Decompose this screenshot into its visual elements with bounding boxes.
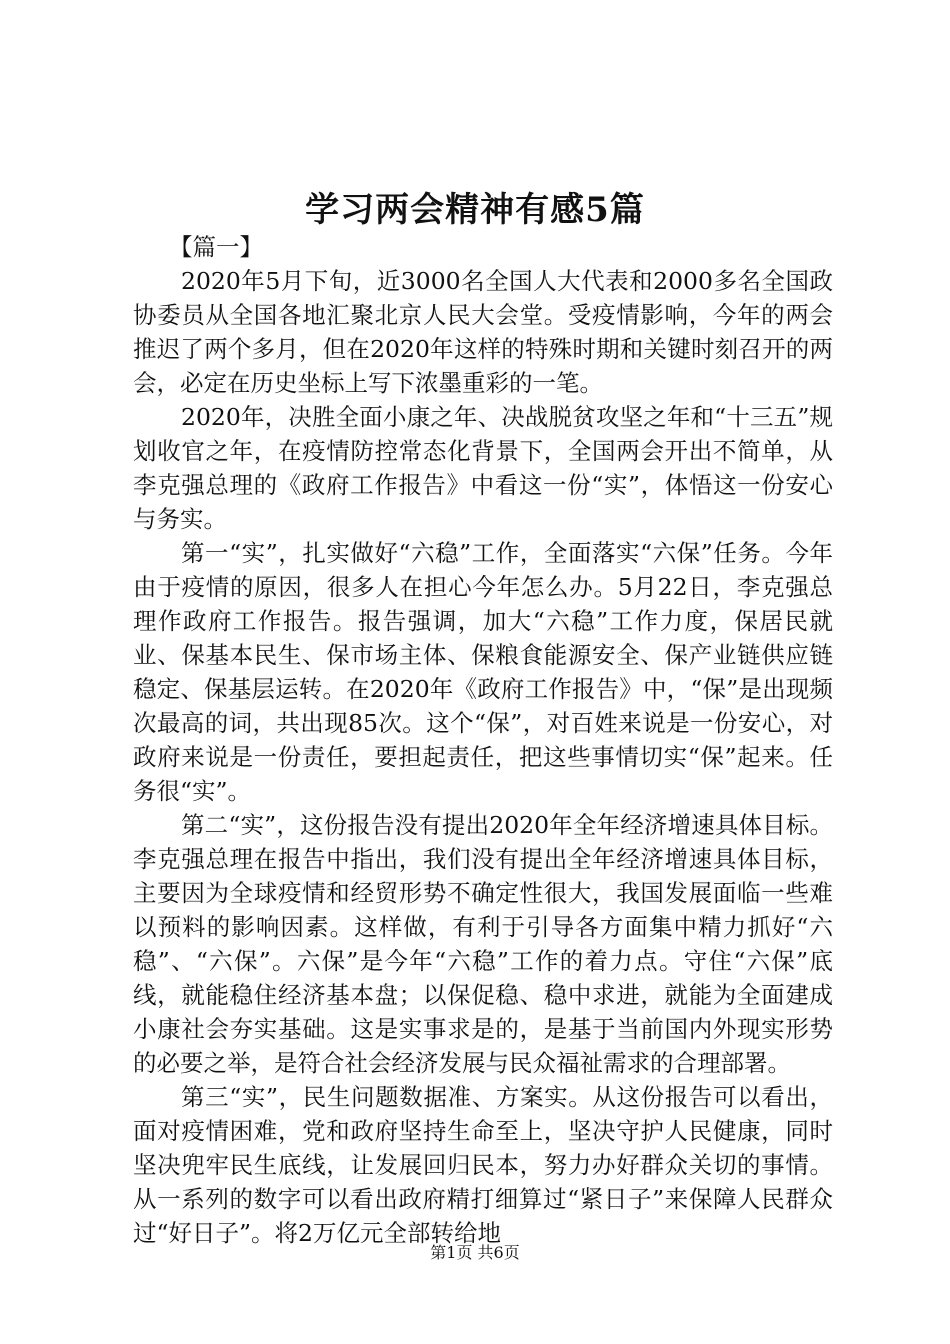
paragraph: 第二“实”，这份报告没有提出2020年全年经济增速具体目标。李克强总理在报告中指出，我们没有提出全年经济增速具体目标，主要因为全球疫情和经贸形势不确定性很大，我国发展面临一些难以预料的影响因素。这样做，有利于引导各方面集中精力抓好“六稳”、“六保”。六保”是今年“六稳”工作的着力点。守住“六保”底线，就能稳住经济基本盘；以保促稳、稳中求进，就能为全面建成小康社会夯实基础。这是实事求是的，是基于当前国内外现实形势的必要之举，是符合社会经济发展与民众福祉需求的合理部署。 <box>133 811 833 1077</box>
paragraph: 2020年，决胜全面小康之年、决战脱贫攻坚之年和“十三五”规划收官之年，在疫情防控常态化背景下，全国两会开出不简单，从李克强总理的《政府工作报告》中看这一份“实”，体悟这一份安心与务实。 <box>133 403 833 533</box>
section-label: 【篇一】 <box>169 233 263 261</box>
document-title: 学习两会精神有感5篇 <box>305 190 645 230</box>
document-body <box>133 230 833 1250</box>
paragraph: 第三“实”，民生问题数据准、方案实。从这份报告可以看出，面对疫情困难，党和政府坚持生命至上，坚决守护人民健康，同时坚决兜牢民生底线，让发展回归民本，努力办好群众关切的事情。从一系列的数字可以看出政府精打细算过“紧日子”来保障人民群众过“好日子”。将2万亿元全部转给地 <box>133 1083 833 1247</box>
paragraph: 2020年5月下旬，近3000名全国人大代表和2000多名全国政协委员从全国各地汇聚北京人民大会堂。受疫情影响，今年的两会推迟了两个多月，但在2020年这样的特殊时期和关键时刻召开的两会，必定在历史坐标上写下浓墨重彩的一笔。 <box>133 267 833 397</box>
paragraph: 第一“实”，扎实做好“六稳”工作，全面落实“六保”任务。今年由于疫情的原因，很多人在担心今年怎么办。5月22日，李克强总理作政府工作报告。报告强调，加大“六稳”工作力度，保居民就业、保基本民生、保市场主体、保粮食能源安全、保产业链供应链稳定、保基层运转。在2020年《政府工作报告》中，“保”是出现频次最高的词，共出现85次。这个“保”，对百姓来说是一份安心，对政府来说是一份责任，要担起责任，把这些事情切实“保”起来。任务很“实”。 <box>133 539 833 805</box>
page-footer: 第1页 共6页 <box>430 1243 520 1262</box>
